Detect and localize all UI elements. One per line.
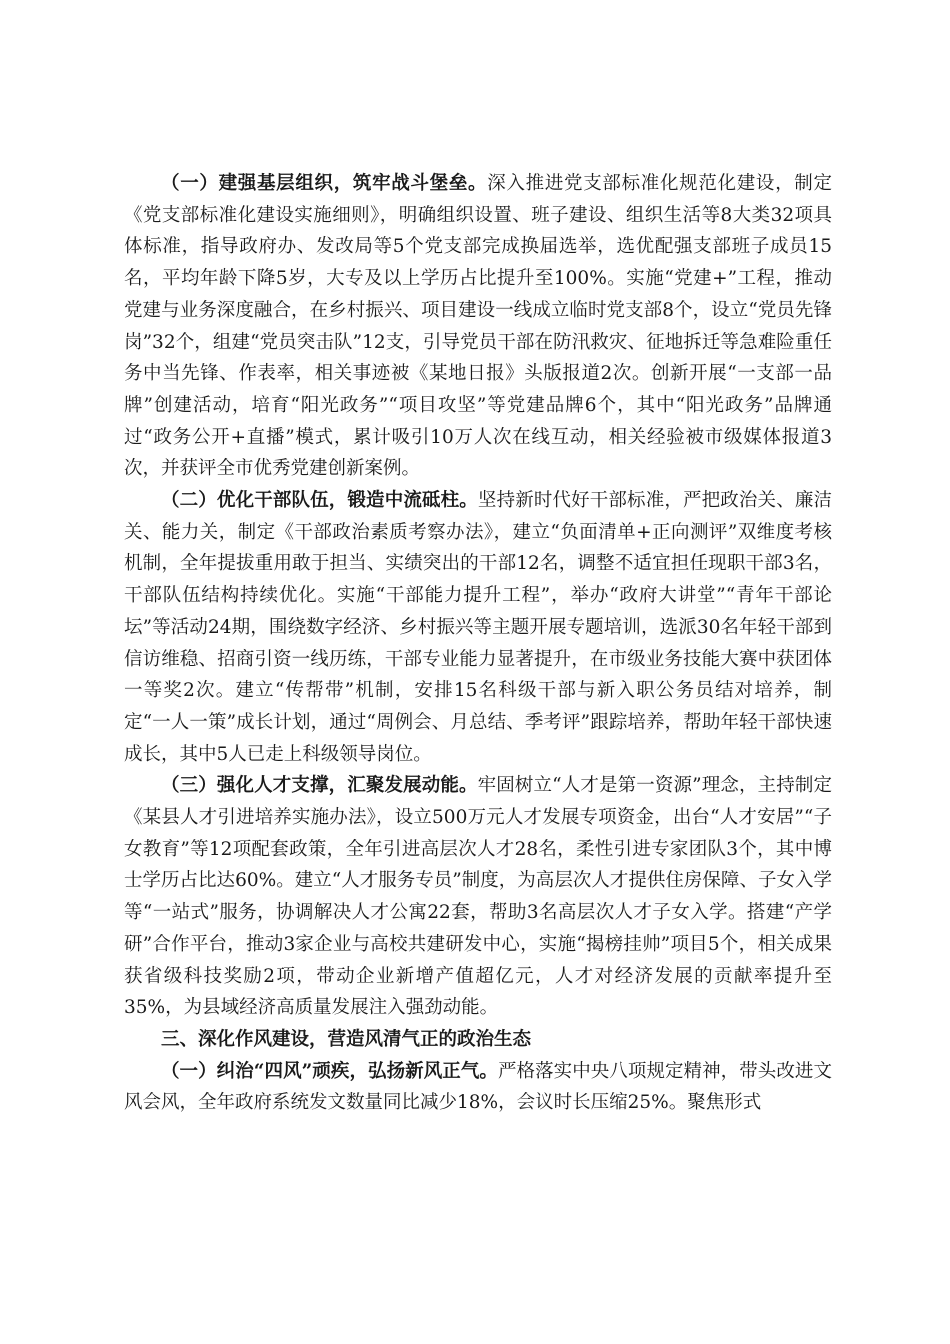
paragraph-cadre-team — [124, 485, 832, 770]
section-heading: 三、深化作风建设，营造风清气正的政治生态 — [161, 1028, 532, 1050]
paragraph-body: 深入推进党支部标准化规范化建设，制定《党支部标准化建设实施细则》，明确组织设置、班子建设、组织生活等8大类32项具体标准，指导政府办、发改局等5个党支部完成换届选举，选优配强支部班子成员15名，平均年龄下降5岁，大专及以上学历占比提升至100%。实施“党建+”工程，推动党建与业务深度融合，在乡村振兴、项目建设一线成立临时党支部8个，设立“党员先锋岗”32个，组建“党员突击队”12支，引导党员干部在防汛救灾、征地拆迁等急难险重任务中当先锋、作表率，相关事迹被《某地日报》头版报道2次。创新开展“一支部一品牌”创建活动，培育“阳光政务”“项目攻坚”等党建品牌6个，其中“阳光政务”品牌通过“政务公开+直播”模式，累计吸引10万人次在线互动，相关经验被市级媒体报道3次，并获评全市优秀党建创新案例。 — [124, 173, 832, 480]
paragraph-body: 坚持新时代好干部标准，严把政治关、廉洁关、能力关，制定《干部政治素质考察办法》，建立“负面清单+正向测评”双维度考核机制，全年提拔重用敢于担当、实绩突出的干部12名，调整不适宜担任现职干部3名，干部队伍结构持续优化。实施“干部能力提升工程”，举办“政府大讲堂”“青年干部论坛”等活动24期，围绕数字经济、乡村振兴等主题开展专题培训，选派30名年轻干部到信访维稳、招商引资一线历练，干部专业能力显著提升，在市级业务技能大赛中获团体一等奖2次。建立“传帮带”机制，安排15名科级干部与新入职公务员结对培养，制定“一人一策”成长计划，通过“周例会、月总结、季考评”跟踪培养，帮助年轻干部快速成长，其中5人已走上科级领导岗位。 — [124, 490, 832, 765]
paragraph-talent-support — [124, 770, 832, 1024]
paragraph-lead: （二）优化干部队伍，锻造中流砥柱。 — [161, 490, 478, 512]
paragraph-body: 严格落实中央八项规定精神，带头改进文风会风，全年政府系统发文数量同比减少18%，会议时长压缩25%。聚焦形式 — [124, 1060, 832, 1114]
document-page — [124, 168, 832, 1119]
paragraph-body: 牢固树立“人才是第一资源”理念，主持制定《某县人才引进培养实施办法》，设立500万元人才发展专项资金，出台“人才安居”“子女教育”等12项配套政策，全年引进高层次人才28名，柔性引进专家团队3个，其中博士学历占比达60%。建立“人才服务专员”制度，为高层次人才提供住房保障、子女入学等“一站式”服务，协调解决人才公寓22套，帮助3名高层次人才子女入学。搭建“产学研”合作平台，推动3家企业与高校共建研发中心，实施“揭榜挂帅”项目5个，相关成果获省级科技奖励2项，带动企业新增产值超亿元，人才对经济发展的贡献率提升至35%，为县域经济高质量发展注入强劲动能。 — [124, 775, 832, 1019]
paragraph-grassroots-organization — [124, 168, 832, 485]
paragraph-lead: （一）纠治“四风”顽疾，弘扬新风正气。 — [161, 1060, 498, 1082]
paragraph-lead: （三）强化人才支撑，汇聚发展动能。 — [161, 775, 478, 797]
paragraph-four-winds — [124, 1056, 832, 1119]
paragraph-lead: （一）建强基层组织，筑牢战斗堡垒。 — [161, 173, 488, 194]
